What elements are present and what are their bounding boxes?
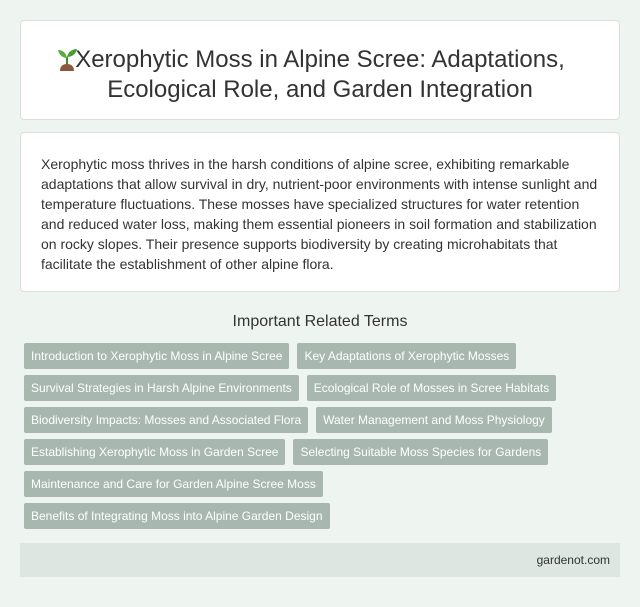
related-term-tag[interactable]: Key Adaptations of Xerophytic Mosses bbox=[297, 343, 516, 369]
page-title-line-1: Xerophytic Moss in Alpine Scree: Adaptations, bbox=[75, 46, 565, 73]
tag-row bbox=[20, 343, 620, 369]
related-terms-list bbox=[20, 343, 620, 535]
tag-row bbox=[20, 375, 620, 401]
page-title-line-2: Ecological Role, and Garden Integration bbox=[107, 76, 533, 103]
tag-row bbox=[20, 407, 620, 433]
page-title bbox=[75, 45, 565, 105]
related-term-tag[interactable]: Survival Strategies in Harsh Alpine Environments bbox=[24, 375, 299, 401]
summary-card bbox=[20, 132, 620, 292]
footer bbox=[20, 543, 620, 577]
header-card bbox=[20, 20, 620, 120]
related-term-tag[interactable]: Introduction to Xerophytic Moss in Alpine Scree bbox=[24, 343, 289, 369]
tag-row bbox=[20, 439, 620, 465]
related-term-tag[interactable]: Benefits of Integrating Moss into Alpine Garden Design bbox=[24, 503, 330, 529]
related-term-tag[interactable]: Biodiversity Impacts: Mosses and Associated Flora bbox=[24, 407, 308, 433]
related-term-tag[interactable]: Ecological Role of Mosses in Scree Habitats bbox=[307, 375, 556, 401]
tag-row bbox=[20, 503, 620, 529]
footer-site-link[interactable]: gardenot.com bbox=[536, 553, 610, 567]
summary-text: Xerophytic moss thrives in the harsh conditions of alpine scree, exhibiting remarkable adaptations that allow survival in dry, nutrient-poor environments with intense sunlight and temperature fluctuations. These mosses have specialized structures for water retention and reduced water loss, making them essential pioneers in soil formation and stabilization on rocky slopes. Their presence supports biodiversity by creating microhabitats that facilitate the establishment of other alpine flora. bbox=[41, 156, 598, 272]
related-terms-heading: Important Related Terms bbox=[232, 313, 408, 330]
related-term-tag[interactable]: Selecting Suitable Moss Species for Gardens bbox=[293, 439, 548, 465]
tag-row bbox=[20, 471, 620, 497]
related-term-tag[interactable]: Maintenance and Care for Garden Alpine Scree Moss bbox=[24, 471, 323, 497]
related-term-tag[interactable]: Establishing Xerophytic Moss in Garden Scree bbox=[24, 439, 285, 465]
related-term-tag[interactable]: Water Management and Moss Physiology bbox=[316, 407, 552, 433]
